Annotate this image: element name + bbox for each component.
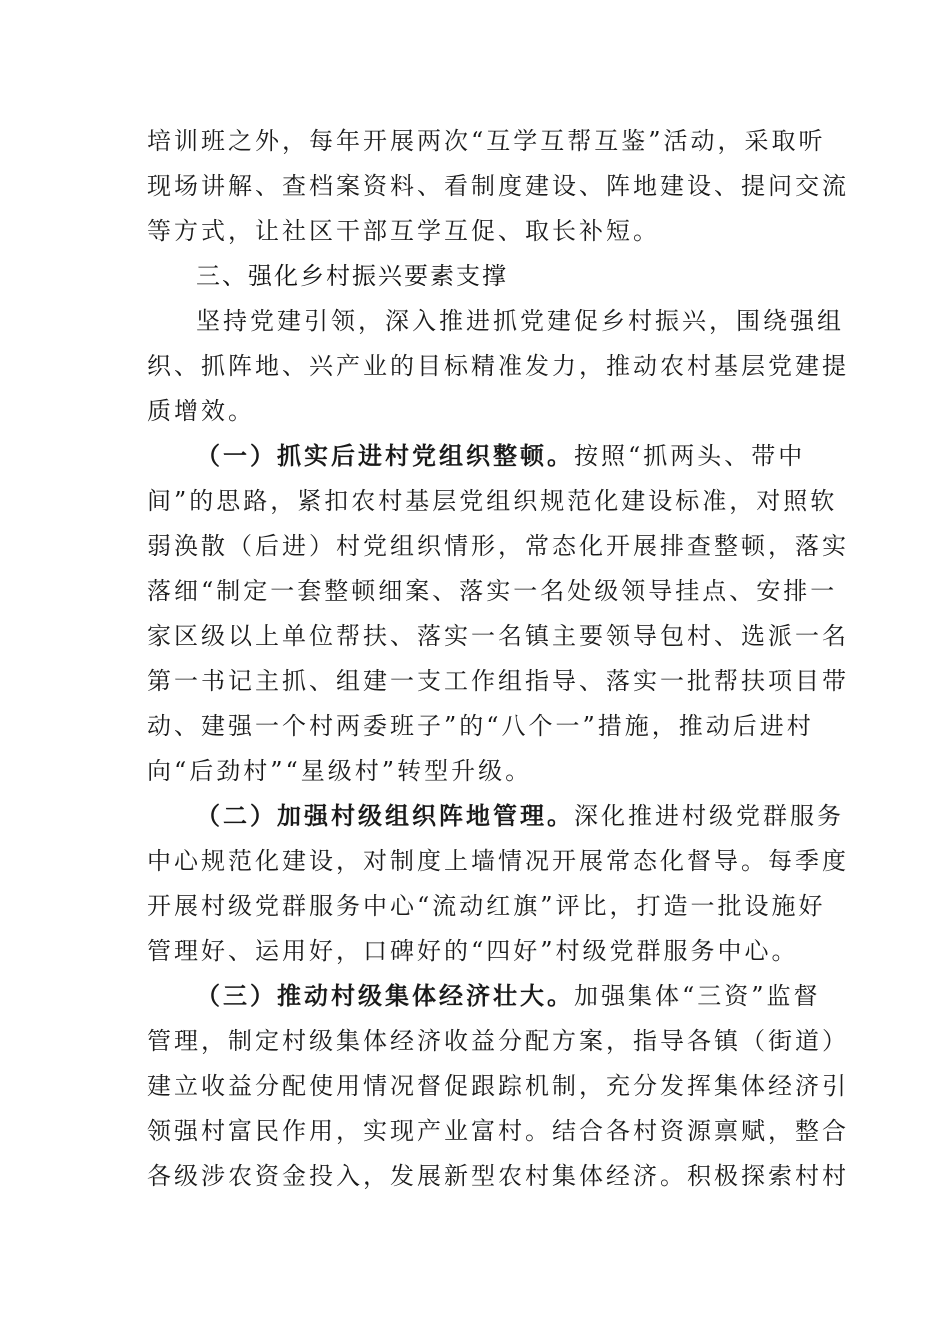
item3-line: 建立收益分配使用情况督促跟踪机制，充分发挥集体经济引 — [147, 1072, 849, 1100]
item1-line: 间”的思路，紧扣农村基层党组织规范化建设标准，对照软 — [147, 487, 838, 515]
item1-line: 弱涣散（后进）村党组织情形，常态化开展排查整顿，落实 — [147, 532, 849, 560]
item1-line: 向“后劲村”“星级村”转型升级。 — [147, 757, 533, 785]
body-line: 等方式，让社区干部互学互促、取长补短。 — [147, 217, 660, 245]
item2-line: 管理好、运用好，口碑好的“四好”村级党群服务中心。 — [147, 937, 799, 965]
item2-first-line — [196, 801, 866, 831]
item1-first-line — [196, 441, 866, 471]
item1-line: 落细“制定一套整顿细案、落实一名处级领导挂点、安排一 — [147, 577, 838, 605]
item1-line: 第一书记主抓、组建一支工作组指导、落实一批帮扶项目带 — [147, 667, 849, 695]
item3-first-line — [196, 981, 866, 1011]
item3-first-rest: 加强集体“三资”监督 — [574, 982, 821, 1010]
item1-line: 家区级以上单位帮扶、落实一名镇主要领导包村、选派一名 — [147, 622, 849, 650]
item2-first-rest: 深化推进村级党群服务 — [574, 802, 844, 830]
item2-title: （二）加强村级组织阵地管理。 — [196, 801, 574, 830]
item1-first-rest: 按照“抓两头、带中 — [574, 442, 806, 470]
item1-title: （一）抓实后进村党组织整顿。 — [196, 441, 574, 470]
intro-line: 坚持党建引领，深入推进抓党建促乡村振兴，围绕强组 — [196, 307, 844, 335]
item3-line: 各级涉农资金投入，发展新型农村集体经济。积极探索村村 — [147, 1162, 849, 1190]
item2-line: 中心规范化建设，对制度上墙情况开展常态化督导。每季度 — [147, 847, 849, 875]
body-line: 现场讲解、查档案资料、看制度建设、阵地建设、提问交流 — [147, 172, 849, 200]
item3-line: 管理，制定村级集体经济收益分配方案，指导各镇（街道） — [147, 1027, 849, 1055]
body-line: 培训班之外，每年开展两次“互学互帮互鉴”活动，采取听 — [147, 127, 826, 155]
item3-title: （三）推动村级集体经济壮大。 — [196, 981, 574, 1010]
item1-line: 动、建强一个村两委班子”的“八个一”措施，推动后进村 — [147, 712, 814, 740]
intro-line: 质增效。 — [147, 397, 255, 425]
section-heading: 三、强化乡村振兴要素支撑 — [196, 262, 508, 290]
item3-line: 领强村富民作用，实现产业富村。结合各村资源禀赋，整合 — [147, 1117, 849, 1145]
item2-line: 开展村级党群服务中心“流动红旗”评比，打造一批设施好 — [147, 892, 826, 920]
intro-line: 织、抓阵地、兴产业的目标精准发力，推动农村基层党建提 — [147, 352, 849, 380]
